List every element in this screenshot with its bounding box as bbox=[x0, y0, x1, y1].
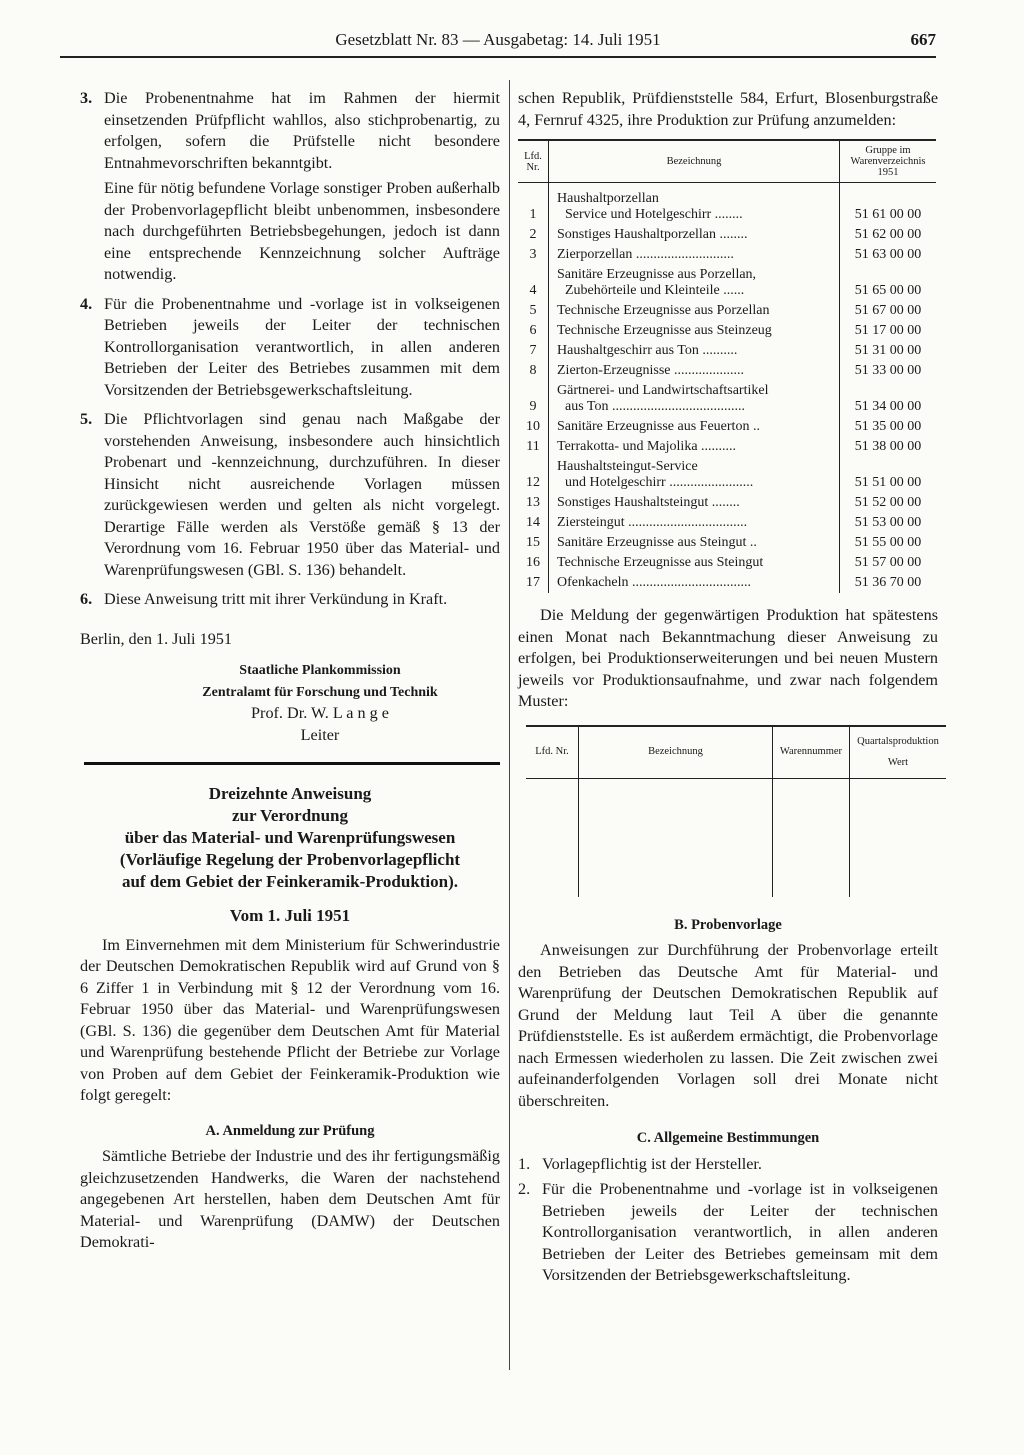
list-item bbox=[518, 1154, 938, 1176]
column-header-nr: Lfd. Nr. bbox=[518, 140, 549, 183]
table-row bbox=[518, 321, 936, 341]
ordinance-heading bbox=[80, 783, 500, 893]
row-description bbox=[549, 183, 840, 226]
row-group-code: 51 35 00 00 bbox=[840, 417, 937, 437]
table-row bbox=[518, 513, 936, 533]
item-number: 6. bbox=[80, 590, 93, 608]
column-header-name: Bezeichnung bbox=[549, 140, 840, 183]
item-number: 4. bbox=[80, 294, 93, 313]
item-text: Vorlagepflichtig ist der Hersteller. bbox=[542, 1154, 762, 1173]
section-c-heading: C. Allgemeine Bestimmungen bbox=[636, 1130, 820, 1146]
row-group-code: 51 36 70 00 bbox=[840, 573, 937, 593]
row-description-line: Technische Erzeugnisse aus Steingut bbox=[557, 555, 764, 570]
row-description bbox=[549, 341, 840, 361]
row-description-line: Sonstiges Haushaltporzellan ........ bbox=[557, 227, 748, 242]
row-number: 4 bbox=[518, 265, 549, 301]
row-group-code: 51 31 00 00 bbox=[840, 341, 937, 361]
row-number: 14 bbox=[518, 513, 549, 533]
row-description bbox=[549, 245, 840, 265]
row-description-line: Sanitäre Erzeugnisse aus Porzellan, bbox=[557, 267, 757, 282]
row-number: 10 bbox=[518, 417, 549, 437]
row-number: 13 bbox=[518, 493, 549, 513]
row-description-line: Zubehörteile und Kleinteile ...... bbox=[565, 283, 745, 298]
row-number: 15 bbox=[518, 533, 549, 553]
row-description bbox=[549, 265, 840, 301]
template-table bbox=[526, 725, 946, 897]
gazette-title: Gesetzblatt Nr. 83 — Ausgabetag: 14. Juli 1951 bbox=[335, 30, 661, 49]
row-number: 5 bbox=[518, 301, 549, 321]
item-text: Die Pflichtvorlagen sind genau nach Maßgabe der vorstehenden Anweisung, insbesondere auch hinsichtlich Probenart und -kennzeichnung, durchzuführen. In dieser Hinsicht nicht ausreichende Vorlagen müssen zurückgewiesen werden und gelten als nicht vorgelegt. Derartige Fälle werden als Verstöße gemäß § 13 der Verordnung vom 16. Februar 1950 über das Material- und Warenprüfungswesen (GBl. S. 136) behandelt. bbox=[104, 410, 500, 579]
row-description bbox=[549, 361, 840, 381]
row-description-line: Sanitäre Erzeugnisse aus Feuerton .. bbox=[557, 419, 760, 434]
place-date: Berlin, den 1. Juli 1951 bbox=[80, 629, 232, 648]
right-column bbox=[518, 88, 938, 1287]
table-row bbox=[518, 417, 936, 437]
row-number: 3 bbox=[518, 245, 549, 265]
row-description-line: Haushaltgeschirr aus Ton .......... bbox=[557, 343, 738, 358]
row-number: 9 bbox=[518, 381, 549, 417]
section-b-text: Anweisungen zur Durchführung der Probenvorlage erteilt den Betrieben das Deutsche Amt für Material- und Warenprüfung der Deutschen Demokratischen Republik auf Grund der Meldung laut Teil A über die genannte Prüfdienststelle. Es ist außerdem ermächtigt, die Probenvorlage nach Ermessen wiederholen zu lassen. Die Zeit zwischen zwei aufeinanderfolgenden Vorlagen soll drei Monate nicht überschreiten. bbox=[518, 941, 938, 1110]
table-row bbox=[518, 493, 936, 513]
intro-paragraph: Im Einvernehmen mit dem Ministerium für Schwerindustrie der Deutschen Demokratischen Republik wird auf Grund von § 6 Ziffer 1 in Verbindung mit § 12 der Verordnung vom 16. Februar 1950 über das Material- und Warenprüfungswesen (GBl. S. 136) die gegenüber dem Deutschen Amt für Material und Warenprüfung bestehende Pflicht der Betriebe zur Vorlage von Proben auf dem Gebiet der Feinkeramik-Produktion wie folgt geregelt: bbox=[80, 935, 500, 1104]
table-row bbox=[518, 573, 936, 593]
row-description-line: Haushaltporzellan bbox=[557, 191, 659, 206]
item-text: Diese Anweisung tritt mit ihrer Verkündung in Kraft. bbox=[104, 590, 448, 608]
signatory: Prof. Dr. W. L a n g e bbox=[251, 704, 389, 722]
continuation-text: schen Republik, Prüfdienststelle 584, Erfurt, Blosenburgstraße 4, Fernruf 4325, ihre Produktion zur Prüfung anzumelden: bbox=[518, 89, 938, 129]
after-table-text: Die Meldung der gegenwärtigen Produktion hat spätestens einen Monat nach Bekanntmachung dieser Anweisung zu erfolgen, bei Produktionserweiterungen und bei neuen Mustern jeweils vor Produktionsaufnahme, und zwar nach folgendem Muster: bbox=[518, 606, 938, 710]
row-group-code: 51 38 00 00 bbox=[840, 437, 937, 457]
item-text: Die Probenentnahme hat im Rahmen der hiermit einsetzenden Prüfpflicht wahllos, also stichprobenartig, zu erfolgen, sofern die Prüfstelle nicht besondere Entnahmevorschriften bekanntgibt. bbox=[104, 89, 500, 172]
row-description-line: Zierton-Erzeugnisse .................... bbox=[557, 363, 745, 378]
row-description-line: Technische Erzeugnisse aus Steinzeug bbox=[557, 323, 772, 338]
row-description-line: Sanitäre Erzeugnisse aus Steingut .. bbox=[557, 535, 757, 550]
section-b-heading: B. Probenvorlage bbox=[674, 916, 782, 933]
row-group-code: 51 53 00 00 bbox=[840, 513, 937, 533]
list-item bbox=[518, 1179, 938, 1287]
row-description-line: Gärtnerei- und Landwirtschaftsartikel bbox=[557, 383, 769, 398]
template-header-number: Warennummer bbox=[773, 726, 850, 779]
authority-name: Staatliche Plankommission bbox=[239, 663, 401, 678]
section-a-text: Sämtliche Betriebe der Industrie und des ihr fertigungsmäßig gleichzusetzenden Handwerks, die Waren der nachstehend angegebenen Art herstellen, haben dem Deutschen Amt für Material- und Warenprüfung (DAMW) der Deutschen Demokrati- bbox=[80, 1147, 500, 1251]
row-group-code: 51 61 00 00 bbox=[840, 183, 937, 226]
heading-line: Dreizehnte Anweisung bbox=[208, 784, 372, 803]
row-group-code: 51 62 00 00 bbox=[840, 225, 937, 245]
row-group-code: 51 34 00 00 bbox=[840, 381, 937, 417]
table-row bbox=[518, 301, 936, 321]
row-description-line: Sonstiges Haushaltsteingut ........ bbox=[557, 495, 740, 510]
section-a-heading: A. Anmeldung zur Prüfung bbox=[205, 1122, 375, 1139]
table-row bbox=[518, 533, 936, 553]
item-text: Für die Probenentnahme und -vorlage ist in volkseigenen Betrieben jeweils der Leiter der technischen Kontrollorganisation verantwortlich, in allen anderen Betrieben der Leiter des Betriebes zusammen mit dem Vorsitzenden der Betriebsgewerkschaftsleitung. bbox=[104, 294, 500, 399]
row-group-code: 51 63 00 00 bbox=[840, 245, 937, 265]
page-number: 667 bbox=[910, 30, 936, 49]
table-row bbox=[518, 183, 936, 226]
table-row bbox=[518, 341, 936, 361]
list-item bbox=[80, 294, 500, 402]
template-header-name: Bezeichnung bbox=[579, 726, 773, 779]
row-group-code: 51 17 00 00 bbox=[840, 321, 937, 341]
row-description-line: Haushaltsteingut-Service bbox=[557, 459, 698, 474]
table-row bbox=[518, 553, 936, 573]
signatory-role: Leiter bbox=[300, 725, 340, 744]
product-table bbox=[518, 139, 936, 593]
section-rule bbox=[84, 762, 500, 765]
row-number: 1 bbox=[518, 183, 549, 226]
row-description bbox=[549, 513, 840, 533]
table-row bbox=[518, 437, 936, 457]
row-description-line: Terrakotta- und Majolika .......... bbox=[557, 439, 737, 454]
row-description bbox=[549, 381, 840, 417]
heading-line: über das Material- und Warenprüfungswesen bbox=[124, 828, 456, 847]
row-number: 2 bbox=[518, 225, 549, 245]
row-description-line: Ofenkacheln .................................. bbox=[557, 575, 752, 590]
row-description bbox=[549, 553, 840, 573]
item-text: Eine für nötig befundene Vorlage sonstiger Proben außerhalb der Probenvorlagepflicht bleibt unbenommen, insbesondere nach durchgeführten Betriebsbegehungen, jedoch ist dann eine entsprechende Kennzeichnung solcher Aufträge notwendig. bbox=[104, 179, 500, 283]
row-description bbox=[549, 533, 840, 553]
table-row bbox=[518, 245, 936, 265]
row-group-code: 51 55 00 00 bbox=[840, 533, 937, 553]
row-description-line: aus Ton ...................................... bbox=[565, 399, 745, 414]
row-number: 8 bbox=[518, 361, 549, 381]
row-description bbox=[549, 457, 840, 493]
row-group-code: 51 52 00 00 bbox=[840, 493, 937, 513]
template-header-nr: Lfd. Nr. bbox=[526, 726, 579, 779]
row-description bbox=[549, 417, 840, 437]
row-number: 11 bbox=[518, 437, 549, 457]
row-description-line: Technische Erzeugnisse aus Porzellan bbox=[557, 303, 770, 318]
row-description bbox=[549, 437, 840, 457]
row-description-line: Service und Hotelgeschirr ........ bbox=[565, 207, 743, 222]
table-row bbox=[518, 265, 936, 301]
row-number: 17 bbox=[518, 573, 549, 593]
left-column bbox=[80, 88, 500, 1254]
template-header-value: Quartalsproduktion Wert bbox=[850, 726, 947, 779]
row-group-code: 51 67 00 00 bbox=[840, 301, 937, 321]
row-description bbox=[549, 573, 840, 593]
row-description bbox=[549, 225, 840, 245]
table-row bbox=[518, 381, 936, 417]
row-description-line: Ziersteingut .................................. bbox=[557, 515, 748, 530]
heading-line: (Vorläufige Regelung der Probenvorlagepflicht bbox=[119, 850, 461, 869]
heading-line: zur Verordnung bbox=[231, 806, 349, 825]
row-description-line: und Hotelgeschirr ........................ bbox=[565, 475, 754, 490]
row-description bbox=[549, 301, 840, 321]
row-description-line: Zierporzellan ............................ bbox=[557, 247, 734, 262]
page-header bbox=[60, 30, 936, 58]
list-item bbox=[80, 178, 500, 286]
row-number: 7 bbox=[518, 341, 549, 361]
row-group-code: 51 33 00 00 bbox=[840, 361, 937, 381]
row-description bbox=[549, 493, 840, 513]
list-item bbox=[80, 88, 500, 174]
table-row bbox=[518, 225, 936, 245]
row-number: 16 bbox=[518, 553, 549, 573]
item-number: 5. bbox=[80, 410, 93, 428]
list-item bbox=[80, 409, 500, 581]
item-number: 3. bbox=[80, 89, 93, 107]
row-description bbox=[549, 321, 840, 341]
date-heading: Vom 1. Juli 1951 bbox=[229, 906, 351, 925]
authority-department: Zentralamt für Forschung und Technik bbox=[202, 684, 438, 700]
row-number: 6 bbox=[518, 321, 549, 341]
row-number: 12 bbox=[518, 457, 549, 493]
heading-line: auf dem Gebiet der Feinkeramik-Produktion). bbox=[121, 872, 459, 891]
item-text: Für die Probenentnahme und -vorlage ist in volkseigenen Betrieben jeweils der Leiter der technischen Kontrollorganisation verantwortlich, in allen anderen Betrieben der Leiter des Betriebes gemeinsam mit dem Vorsitzenden der Betriebsgewerkschaftsleitung. bbox=[542, 1180, 938, 1284]
item-number: 1. bbox=[518, 1154, 531, 1173]
list-item bbox=[80, 589, 500, 611]
row-group-code: 51 51 00 00 bbox=[840, 457, 937, 493]
table-row bbox=[518, 457, 936, 493]
row-group-code: 51 65 00 00 bbox=[840, 265, 937, 301]
row-group-code: 51 57 00 00 bbox=[840, 553, 937, 573]
table-row bbox=[518, 361, 936, 381]
column-divider bbox=[509, 80, 510, 1370]
item-number: 2. bbox=[518, 1180, 531, 1198]
template-empty-row bbox=[526, 778, 946, 897]
column-header-group: Gruppe im Warenverzeichnis 1951 bbox=[840, 140, 937, 183]
